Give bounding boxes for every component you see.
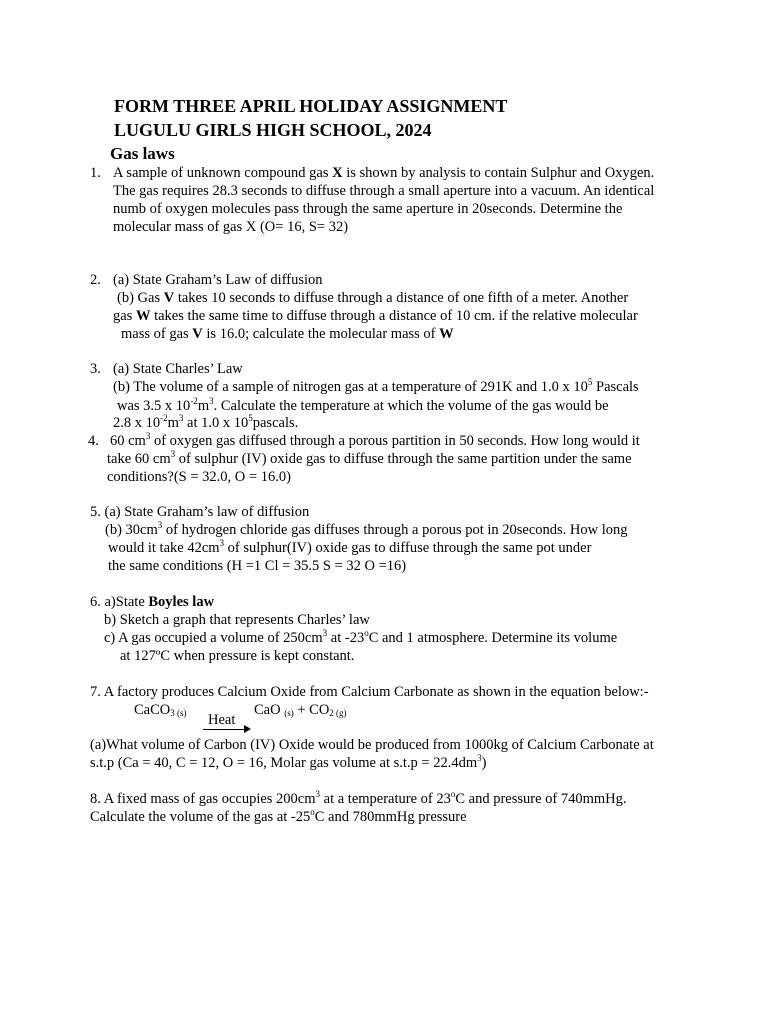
question-2-part-b-line-1: (b) Gas V takes 10 seconds to diffuse through a distance of one fifth of a meter. Another [117, 290, 629, 306]
question-3-part-b-line-3: 2.8 x $10^{-2}m^3$ at 1.0 x $10^5pascals$. [113, 413, 299, 431]
question-5-part-b-line-1: (b) $30cm^3$ of hydrogen chloride gas diffuses through a porous pot in 20seconds. How long [105, 520, 628, 538]
question-6-part-b: b) Sketch a graph that represents Charles’ law [104, 612, 370, 628]
reaction-arrow-head-icon [244, 725, 251, 733]
question-6-part-c-line-1: c) A gas occupied a volume of $250cm^3$ at -23$^o$C and 1 atmosphere. Determine its volume [104, 628, 618, 646]
question-1-line-2: The gas requires 28.3 seconds to diffuse through a small aperture into a vacuum. An identical [113, 183, 655, 199]
question-4-number: 4. [88, 433, 99, 449]
question-3-part-a: (a) State Charles’ Law [113, 361, 243, 377]
title-line-1: FORM THREE APRIL HOLIDAY ASSIGNMENT [114, 96, 508, 116]
equation-products: CaO $_{(s)} + CO_{2 (g)}$ [254, 702, 347, 718]
equation-reactant: CaCO$_{3 (s)}$ [134, 702, 187, 718]
question-2-number: 2. [90, 272, 101, 288]
question-7-line-1: 7. A factory produces Calcium Oxide from Calcium Carbonate as shown in the equation below:- [90, 684, 649, 700]
question-2-part-a: (a) State Graham’s Law of diffusion [113, 272, 323, 288]
question-5-part-b-line-2: would it take $42cm^3$ of sulphur(IV) oxide gas to diffuse through the same pot under [108, 538, 592, 556]
question-1-line-3: numb of oxygen molecules pass through the same aperture in 20seconds. Determine the [113, 201, 623, 217]
question-5-part-a: 5. (a) State Graham’s law of diffusion [90, 504, 310, 520]
question-4-line-1: 60 $cm^3$ of oxygen gas diffused through a porous partition in 50 seconds. How long would it [110, 431, 640, 449]
question-3-part-b-line-1: (b) The volume of a sample of nitrogen gas at a temperature of 291K and 1.0 x $10^5$ Pascals [113, 377, 639, 395]
question-7-part-a-line-1: (a)What volume of Carbon (IV) Oxide would be produced from 1000kg of Calcium Carbonate at [90, 737, 654, 753]
section-heading: Gas laws [110, 144, 175, 163]
question-1-number: 1. [90, 165, 101, 181]
question-2-part-b-line-2: gas W takes the same time to diffuse through a distance of 10 cm. if the relative molecular [113, 308, 638, 324]
question-3-part-b-line-2: was 3.5 x $10^{-2}m^3$. Calculate the temperature at which the volume of the gas would be [117, 396, 609, 414]
question-1-line-1: A sample of unknown compound gas X is shown by analysis to contain Sulphur and Oxygen. [113, 165, 655, 181]
question-4-line-3: conditions?(S = 32.0, O = 16.0) [107, 469, 291, 485]
question-7-part-a-line-2: s.t.p (Ca = 40, C = 12, O = 16, Molar gas volume at $s.t.p = 22.4dm^3$) [90, 753, 487, 771]
question-2-part-b-line-3: mass of gas V is 16.0; calculate the molecular mass of W [121, 326, 454, 342]
equation-heat-label: Heat [208, 712, 236, 728]
question-6-part-c-line-2: at 127ºC when pressure is kept constant. [120, 648, 355, 664]
question-1-line-4: molecular mass of gas X (O= 16, S= 32) [113, 219, 349, 235]
question-8-line-1: 8. A fixed mass of gas occupies $200cm^3$ at a temperature of 23$^o$C and pressure of 740mmHg. [90, 789, 627, 807]
question-4-line-2: take 60 $cm^3$ of sulphur (IV) oxide gas to diffuse through the same partition under the same [107, 449, 632, 467]
reaction-arrow-icon [203, 729, 245, 730]
question-6-part-a: 6. a)State Boyles law [90, 594, 215, 610]
question-5-part-b-line-3: the same conditions (H =1 Cl = 35.5 S = 32 O =16) [108, 558, 407, 574]
question-8-line-2: Calculate the volume of the gas at -25$^o$C and 780mmHg pressure [90, 807, 467, 825]
question-3-number: 3. [90, 361, 101, 377]
title-line-2: LUGULU GIRLS HIGH SCHOOL, 2024 [114, 120, 432, 140]
